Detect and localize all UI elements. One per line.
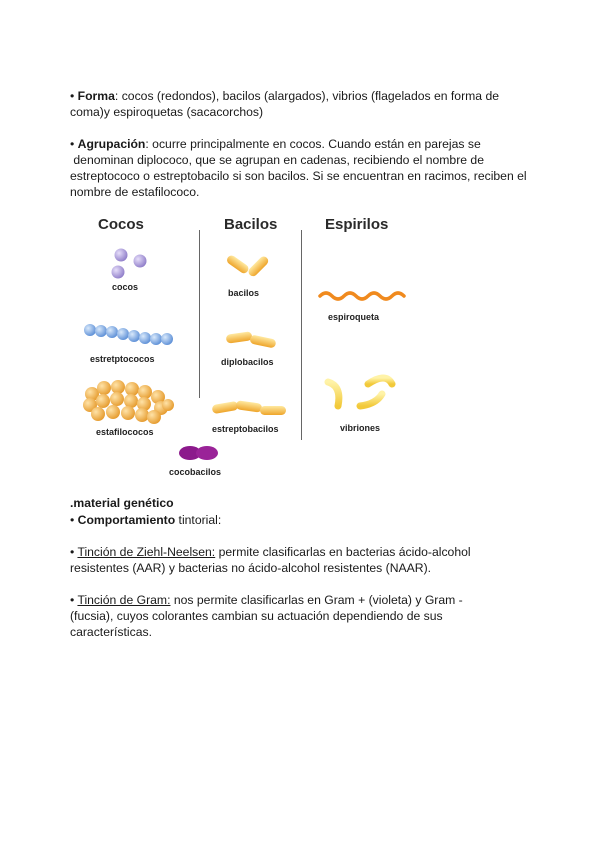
ziehl-text: permite clasificarlas en bacterias ácido-alcohol	[215, 545, 471, 559]
agrupacion-text: estreptococo o estreptobacilo si son bacilos. Si se encuentran en racimos, reciben el	[70, 169, 527, 183]
bacilos-label: bacilos	[228, 288, 260, 298]
gram-label: Tinción de Gram:	[77, 593, 171, 607]
cocobacilos-label: cocobacilos	[169, 467, 222, 477]
vibriones-label: vibriones	[340, 423, 381, 433]
estreptococos-illustration	[84, 324, 173, 345]
espiroqueta-label: espiroqueta	[328, 312, 380, 322]
cocobacilos-illustration	[179, 446, 218, 460]
forma-text: : cocos (redondos), bacilos (alargados), vibrios (flagelados en forma de	[114, 89, 500, 103]
estreptobacilos-illustration	[212, 400, 286, 415]
forma-text: coma)y espiroquetas (sacacorchos)	[70, 105, 264, 119]
gram-text: características.	[70, 625, 152, 639]
ziehl-label: Tinción de Ziehl-Neelsen:	[77, 545, 216, 559]
comportamiento-label: Comportamiento	[77, 513, 176, 527]
agrupacion-paragraph	[70, 136, 540, 200]
bacilos-illustration	[225, 254, 270, 278]
ziehl-paragraph	[70, 544, 540, 576]
bullet: •	[70, 89, 75, 103]
cocos-illustration	[112, 249, 147, 279]
cocos-label: cocos	[112, 282, 139, 292]
espiroqueta-illustration	[320, 293, 404, 299]
comportamiento-paragraph	[70, 512, 540, 528]
bacilos-column-title: Bacilos	[224, 216, 278, 233]
cocos-column-title: Cocos	[98, 216, 144, 233]
diplobacilos-illustration	[226, 331, 277, 348]
gram-text: (fucsia), cuyos colorantes cambian su actuación dependiendo de sus	[70, 609, 443, 623]
agrupacion-text: nombre de estafilococo.	[70, 185, 200, 199]
vibriones-illustration	[328, 378, 392, 406]
estreptobacilos-label: estreptobacilos	[212, 424, 279, 434]
bacteria-drawings	[78, 208, 408, 484]
gram-text: nos permite clasificarlas en Gram + (violeta) y Gram -	[170, 593, 463, 607]
bacteria-morphology-figure	[78, 208, 408, 484]
agrupacion-label: Agrupación	[77, 137, 146, 151]
estafilococos-illustration	[83, 380, 174, 424]
material-genetico-heading: .material genético	[70, 496, 174, 510]
diplobacilos-label: diplobacilos	[221, 357, 274, 367]
estafilococos-label: estafilococos	[96, 427, 154, 437]
bullet: •	[70, 545, 75, 559]
comportamiento-text: tintorial:	[175, 513, 222, 527]
espirilos-column-title: Espirilos	[325, 216, 389, 233]
bullet: •	[70, 593, 75, 607]
estreptococos-label: estretptococos	[90, 354, 155, 364]
bullet: •	[70, 137, 75, 151]
agrupacion-text: : ocurre principalmente en cocos. Cuando están en parejas se	[145, 137, 481, 151]
ziehl-text: resistentes (AAR) y bacterias no ácido-alcohol resistentes (NAAR).	[70, 561, 432, 575]
forma-label: Forma	[77, 89, 115, 103]
bullet: •	[70, 513, 75, 527]
agrupacion-text: denominan diplococo, que se agrupan en cadenas, recibiendo el nombre de	[70, 153, 484, 167]
forma-paragraph	[70, 88, 540, 120]
gram-paragraph	[70, 592, 540, 640]
